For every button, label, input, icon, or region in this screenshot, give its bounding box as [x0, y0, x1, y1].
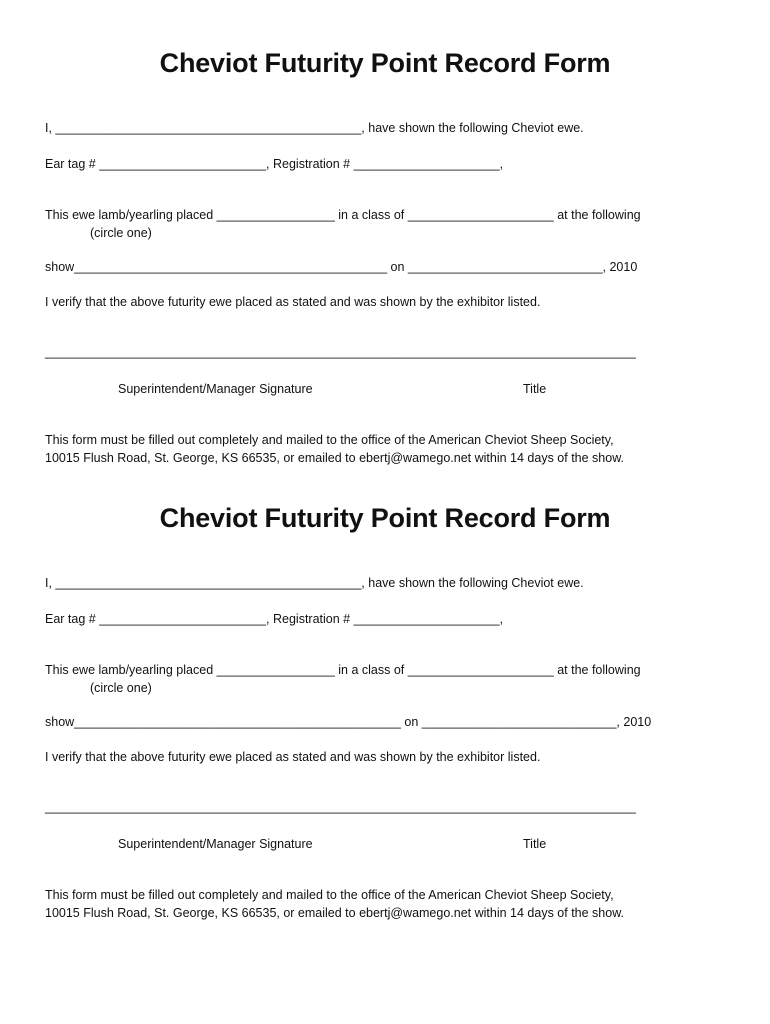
- signature-blank: ____________________________________________________________: [45, 345, 463, 359]
- title-blank: _________________________: [462, 800, 636, 814]
- show-date-line: show_______________________________________________ on ____________________________, 2010: [45, 715, 652, 729]
- form-title: Cheviot Futurity Point Record Form: [159, 48, 611, 78]
- mailing-instructions-line-1: This form must be filled out completely and mailed to the office of the American Cheviot Sheep Society,: [45, 433, 614, 447]
- mailing-instructions-line-2: 10015 Flush Road, St. George, KS 66535, or emailed to ebertj@wamego.net within 14 days of the show.: [45, 451, 625, 465]
- placement-line: This ewe lamb/yearling placed _________________ in a class of _____________________ at the following: [45, 208, 641, 222]
- show-date-line: show_____________________________________________ on ____________________________, 2010: [45, 260, 638, 274]
- signature-label: Superintendent/Manager Signature: [118, 382, 313, 396]
- mailing-instructions-line-2: 10015 Flush Road, St. George, KS 66535, or emailed to ebertj@wamego.net within 14 days of the show.: [45, 906, 625, 920]
- title-label: Title: [523, 382, 547, 396]
- circle-one-note: (circle one): [90, 681, 152, 695]
- signature-label: Superintendent/Manager Signature: [118, 837, 313, 851]
- signature-blank: ____________________________________________________________: [45, 800, 463, 814]
- title-label: Title: [523, 837, 547, 851]
- exhibitor-name-line: I, ____________________________________________, have shown the following Cheviot ewe.: [45, 121, 584, 135]
- title-blank: _________________________: [462, 345, 636, 359]
- record-form-1: [0, 0, 770, 465]
- placement-line: This ewe lamb/yearling placed _________________ in a class of _____________________ at the following: [45, 663, 641, 677]
- form-title: Cheviot Futurity Point Record Form: [159, 503, 611, 533]
- ear-tag-registration-line: Ear tag # ________________________, Registration # _____________________,: [45, 612, 504, 626]
- verification-statement: I verify that the above futurity ewe placed as stated and was shown by the exhibitor listed.: [45, 750, 541, 764]
- verification-statement: I verify that the above futurity ewe placed as stated and was shown by the exhibitor listed.: [45, 295, 541, 309]
- ear-tag-registration-line: Ear tag # ________________________, Registration # _____________________,: [45, 157, 504, 171]
- circle-one-note: (circle one): [90, 226, 152, 240]
- record-form-2: [0, 455, 770, 920]
- exhibitor-name-line: I, ____________________________________________, have shown the following Cheviot ewe.: [45, 576, 584, 590]
- mailing-instructions-line-1: This form must be filled out completely and mailed to the office of the American Cheviot Sheep Society,: [45, 888, 614, 902]
